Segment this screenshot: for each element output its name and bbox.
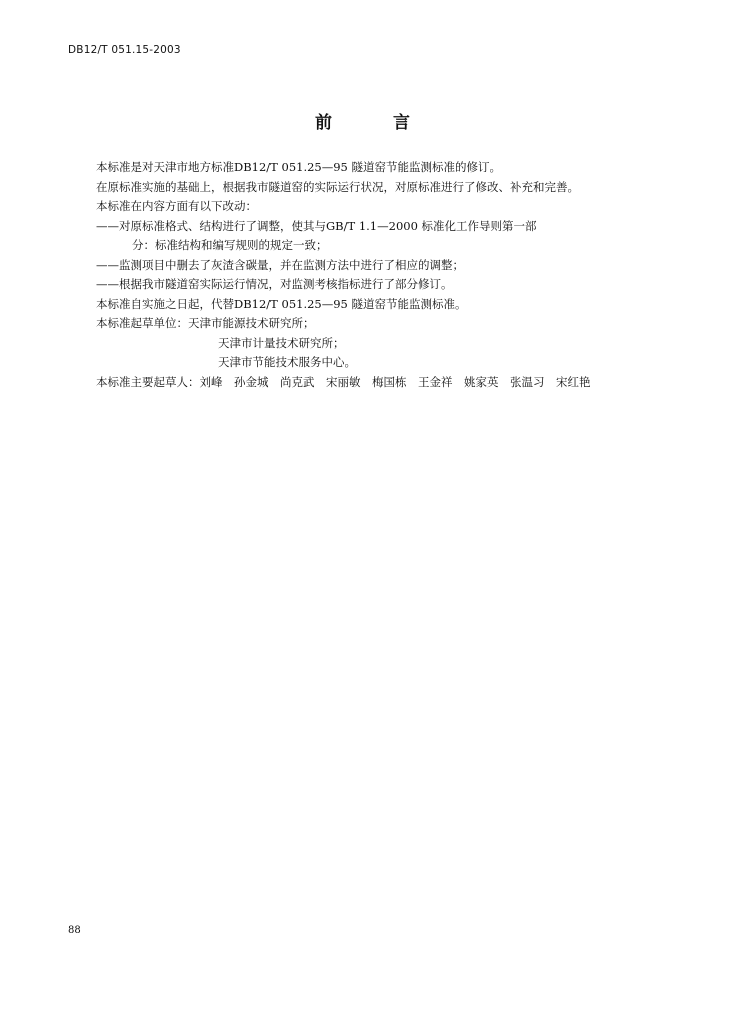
paragraph-basis: 在原标准实施的基础上，根据我市隧道窑的实际运行状况，对原标准进行了修改、补充和完善。: [96, 179, 579, 194]
standard-code-header: DB12/T 051.15-2003: [68, 44, 181, 56]
paragraph-revision: 本标准是对天津市地方标准DB12/T 051.25—95 隧道窑节能监测标准的修订。: [96, 160, 502, 174]
drafters-list: 本标准主要起草人：刘峰 孙金城 尚克武 宋丽敏 梅国栋 王金祥 姚家英 张温习 宋红艳: [96, 374, 591, 389]
change-item-2: ——监测项目中删去了灰渣含碳量，并在监测方法中进行了相应的调整；: [96, 257, 464, 272]
change-item-1-line-2: 分：标准结构和编写规则的规定一致；: [132, 238, 328, 252]
page-number: 88: [68, 925, 81, 936]
preface-body: [72, 158, 652, 392]
change-item-3: ——根据我市隧道窑实际运行情况，对监测考核指标进行了部分修订。: [96, 277, 453, 291]
drafting-unit-2: 天津市计量技术研究所；: [218, 335, 345, 350]
page-title: 前 言: [315, 113, 432, 133]
change-item-1-line-1: ——对原标准格式、结构进行了调整，使其与GB/T 1.1—2000 标准化工作导则第一部: [96, 218, 537, 233]
paragraph-replaces: 本标准自实施之日起，代替DB12/T 051.25—95 隧道窑节能监测标准。: [96, 296, 467, 311]
paragraph-changes-intro: 本标准在内容方面有以下改动：: [96, 199, 257, 213]
drafting-unit-3: 天津市节能技术服务中心。: [218, 355, 356, 369]
drafting-unit-1: 本标准起草单位：天津市能源技术研究所；: [96, 316, 315, 330]
